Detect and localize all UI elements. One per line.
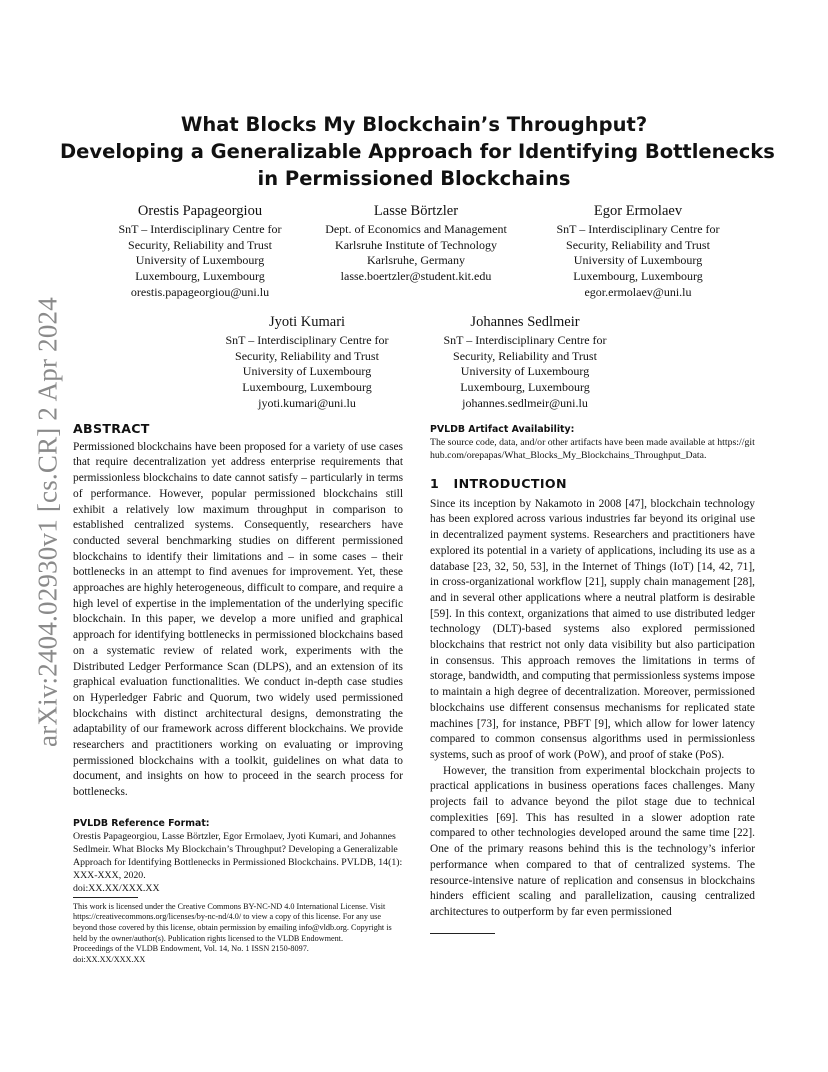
author-email[interactable]: jyoti.kumari@uni.lu bbox=[258, 395, 356, 410]
title-line-3: in Permissioned Blockchains bbox=[257, 167, 571, 190]
divider bbox=[73, 897, 138, 898]
artifact-heading: PVLDB Artifact Availability: bbox=[430, 424, 575, 435]
artifact-text: The source code, data, and/or other artifacts have been made available at https://github.com/orepapas/What_Blocks_My_Blockchains_Throughput_Data. bbox=[430, 437, 755, 461]
abstract-heading: ABSTRACT bbox=[73, 421, 150, 436]
author-affiliation: Security, Reliability and Trust bbox=[235, 348, 379, 363]
author-affiliation: Karlsruhe, Germany bbox=[367, 253, 465, 268]
author-affiliation: University of Luxembourg bbox=[460, 364, 590, 379]
abstract-text: Permissioned blockchains have been proposed for a variety of use cases that require decentralization yet address enterprise requirements that permissionless blockchains to date cannot satisfy – particularly in terms of performance. However, popular permissioned blockchains still exhibit a relatively low maximum throughput in comparison to established centralized systems. Consequently, researchers have conducted several benchmarking studies on different permissioned blockchains to identify their limitations and – in some cases – their bottlenecks in an attempt to find avenues for improvement. Yet, these approaches are highly heterogeneous, difficult to compare, and require a high level of expertise in the implementation of the underlying specific blockchain. In this paper, we develop a more unified and graphical approach for identifying bottlenecks in permissioned blockchains based on a systematic review of related work, experiments with the Distributed Ledger Performance Scan (DLPS), and an extension of its graphical evaluation functionalities. We conduct in-depth case studies on Hyperledger Fabric and Quorum, two widely used permissioned blockchains with distinct architectural designs, demonstrating the adaptability of our framework across different blockchains. We provide researchers and practitioners working on evaluating or improving permissioned blockchains with a toolkit, guidelines on what data to document, and insights on how to proceed in the search process for bottlenecks. bbox=[73, 440, 403, 799]
author-name: Egor Ermolaev bbox=[593, 203, 683, 219]
author-affiliation: SnT – Interdisciplinary Centre for bbox=[443, 333, 607, 347]
author-email[interactable]: lasse.boertzler@student.kit.edu bbox=[340, 269, 492, 284]
paper-title bbox=[60, 111, 775, 192]
author-email[interactable]: egor.ermolaev@uni.lu bbox=[584, 284, 692, 299]
reference-doi: doi:XX.XX/XXX.XX bbox=[73, 882, 160, 894]
author-email[interactable]: orestis.papageorgiou@uni.lu bbox=[130, 284, 270, 299]
author-affiliation: University of Luxembourg bbox=[242, 364, 372, 379]
author-block-5 bbox=[420, 313, 630, 412]
author-affiliation: Security, Reliability and Trust bbox=[453, 348, 597, 363]
section-heading-introduction: 1 INTRODUCTION bbox=[430, 476, 567, 491]
title-line-1: What Blocks My Blockchain’s Throughput? bbox=[180, 113, 648, 136]
author-affiliation: Security, Reliability and Trust bbox=[128, 237, 272, 252]
author-block-1 bbox=[95, 202, 305, 301]
intro-paragraph-2: However, the transition from experimental blockchain projects to practical applications in business operations faces challenges. Many projects fail to advance beyond the pilot stage due to technical complexities [69]. This has resulted in a slower adoption rate compared to other technologies developed around the same time [22]. One of the primary reasons behind this is the technology’s inferior performance when compared to that of centralized systems. The resource-intensive nature of replication and consensus in blockchains hinders efficient scaling and parallelization, causing centralized architectures to outperform by far even permissioned bbox=[430, 764, 755, 918]
author-name: Johannes Sedlmeir bbox=[470, 314, 580, 330]
author-affiliation: Security, Reliability and Trust bbox=[566, 237, 710, 252]
arxiv-identifier: arXiv:2404.02930v1 [cs.CR] 2 Apr 2024 bbox=[32, 297, 63, 747]
author-name: Orestis Papageorgiou bbox=[137, 203, 263, 219]
intro-paragraph-1: Since its inception by Nakamoto in 2008 [47], blockchain technology has been explored across various industries far beyond its original use in decentralized payment systems. Researchers and practitioners have explored its potential in a variety of applications, including its use as a database [23, 32, 50, 53], in the Internet of Things (IoT) [14, 42, 71], in cross-organizational workflow [21], supply chain management [28], and in several other applications where a neutral platform is desirable [59]. In this context, organizations that aimed to use distributed ledger technology (DLT)-based systems also explored permissioned blockchains that restrict not only data visibility but also participation in consensus. This approach removes the limitations in terms of storage, bandwidth, and computing that permissionless systems impose to maintain a high degree of decentralization. Moreover, permissioned blockchains use different consensus mechanisms for replicated state machines [73], for instance, PBFT [9], which allow for lower latency compared to common consensus algorithms used in permissionless systems, such as proof of work (PoW), and proof of stake (PoS). bbox=[430, 497, 755, 761]
author-affiliation: Dept. of Economics and Management bbox=[325, 222, 507, 236]
author-affiliation: University of Luxembourg bbox=[573, 253, 703, 268]
author-affiliation: Karlsruhe Institute of Technology bbox=[335, 237, 497, 252]
author-affiliation: Luxembourg, Luxembourg bbox=[573, 269, 703, 284]
author-name: Jyoti Kumari bbox=[268, 314, 346, 330]
author-name: Lasse Börtzler bbox=[373, 203, 459, 219]
author-affiliation: University of Luxembourg bbox=[135, 253, 265, 268]
author-block-3 bbox=[533, 202, 743, 301]
title-line-2: Developing a Generalizable Approach for Identifying Bottlenecks bbox=[60, 140, 775, 163]
right-column bbox=[430, 423, 755, 934]
author-block-2 bbox=[309, 202, 523, 285]
left-column bbox=[73, 421, 403, 965]
author-affiliation: SnT – Interdisciplinary Centre for bbox=[556, 222, 720, 236]
footnote-divider bbox=[430, 933, 495, 934]
author-affiliation: Luxembourg, Luxembourg bbox=[135, 269, 265, 284]
author-email[interactable]: johannes.sedlmeir@uni.lu bbox=[462, 395, 588, 410]
author-affiliation: Luxembourg, Luxembourg bbox=[242, 380, 372, 395]
proceedings-text: Proceedings of the VLDB Endowment, Vol. 14, No. 1 ISSN 2150-8097. bbox=[73, 944, 309, 954]
author-affiliation: SnT – Interdisciplinary Centre for bbox=[118, 222, 282, 236]
author-affiliation: Luxembourg, Luxembourg bbox=[460, 380, 590, 395]
license-doi: doi:XX.XX/XXX.XX bbox=[73, 954, 146, 964]
reference-format-heading: PVLDB Reference Format: bbox=[73, 817, 210, 829]
author-affiliation: SnT – Interdisciplinary Centre for bbox=[225, 333, 389, 347]
reference-format-text: Orestis Papageorgiou, Lasse Börtzler, Egor Ermolaev, Jyoti Kumari, and Johannes Sedlmeir. What Blocks My Blockchain’s Throughput? Developing a Generalizable Approach for Identifying Bottlenecks in Permissioned Blockchains. PVLDB, 14(1): XXX-XXX, 2020. bbox=[73, 830, 403, 881]
license-text: This work is licensed under the Creative Commons BY-NC-ND 4.0 International License. Visit https://creativecommons.org/licenses/by-nc-nd/4.0/ to view a copy of this license. For any use beyond those covered by this license, obtain permission by emailing info@vldb.org. Copyright is held by the owner/author(s). Publication rights licensed to the VLDB Endowment. bbox=[73, 901, 392, 943]
author-block-4 bbox=[202, 313, 412, 412]
